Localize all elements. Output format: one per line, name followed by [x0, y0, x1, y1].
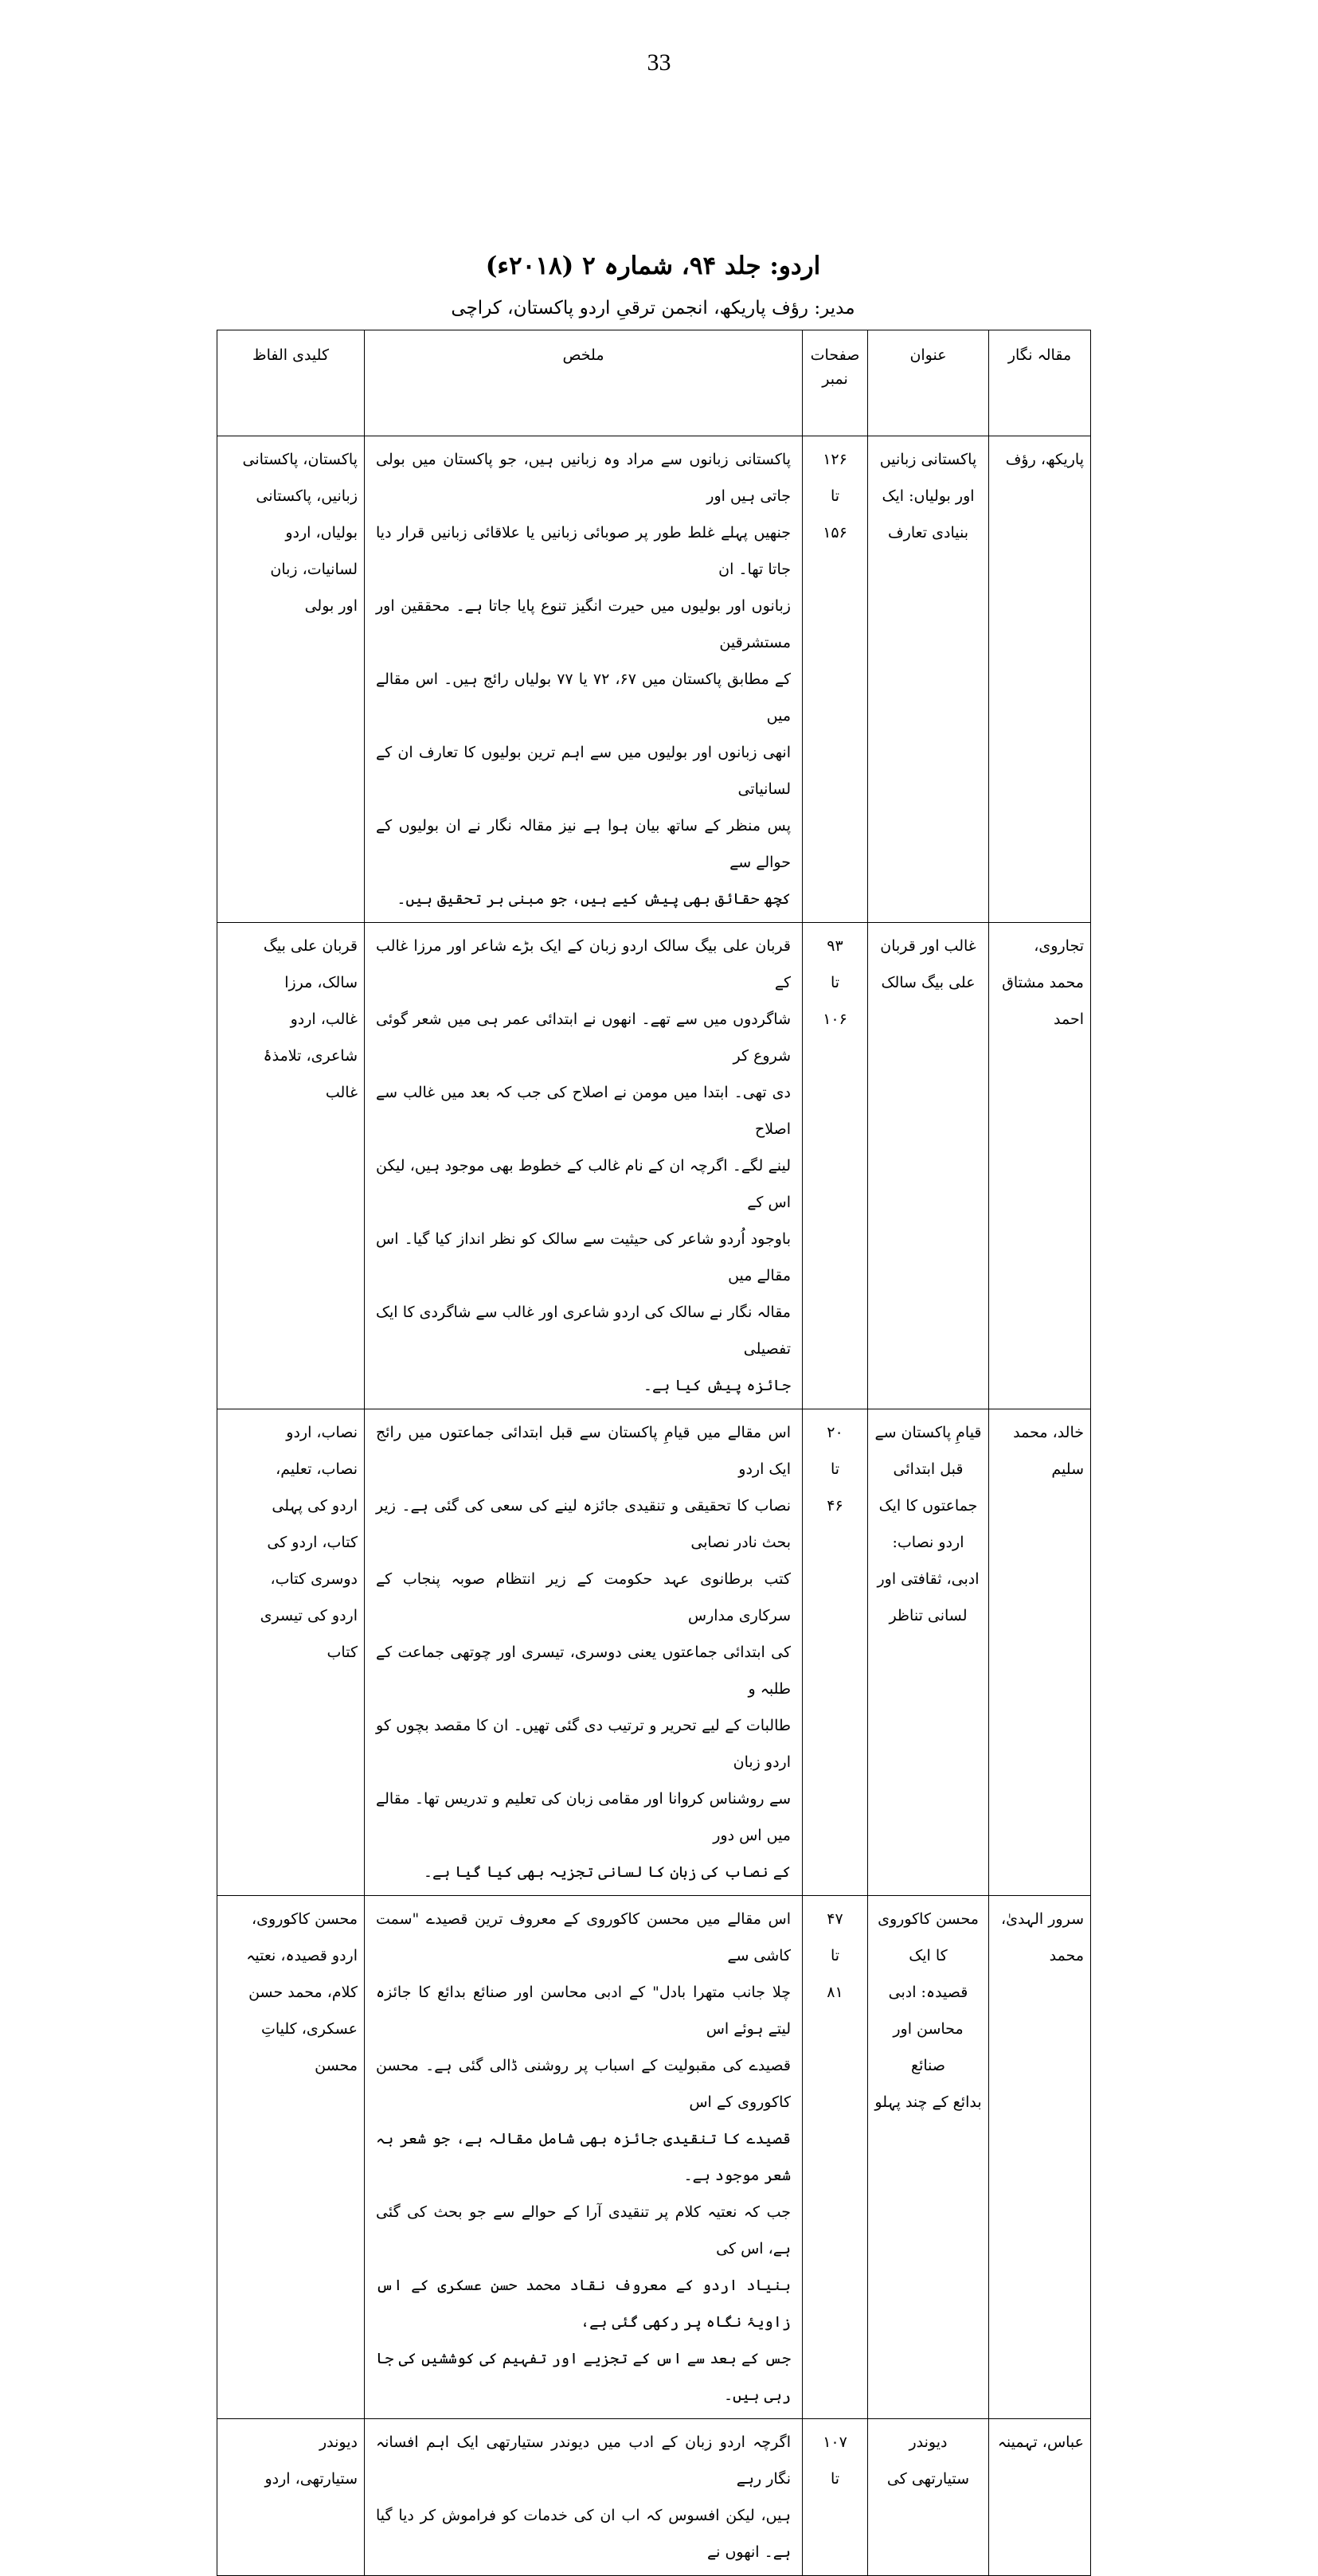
cell-summary-line: باوجود اُردو شاعر کی حیثیت سے سالک کو نظر انداز کیا گیا۔ اس مقالے میں: [376, 1230, 791, 1284]
cell-title-line: بدائع کے چند پہلو: [874, 2093, 982, 2111]
cell-pages-line: ۱۵۶: [823, 524, 847, 541]
cell-title-line: ستیارتھی کی: [886, 2470, 970, 2488]
cell-summary-line: پاکستانی زبانوں سے مراد وہ زبانیں ہیں، جو پاکستان میں بولی جاتی ہیں اور: [376, 451, 791, 505]
cell-title-line: قبل ابتدائی: [893, 1460, 964, 1478]
table-body: [217, 436, 1091, 2576]
cell-summary: [365, 1896, 803, 2419]
cell-summary-line: کتب برطانوی عہد حکومت کے زیر انتظام صوبہ پنجاب کے سرکاری مدارس: [376, 1570, 791, 1624]
cell-title: [868, 923, 989, 1409]
cell-title-line: قصیدہ: ادبی: [888, 1984, 968, 2001]
cell-title: [868, 1409, 989, 1896]
cell-keywords-line: نصاب، اردو: [286, 1424, 358, 1441]
cell-title: [868, 1896, 989, 2419]
cell-title-line: اردو نصاب:: [892, 1534, 964, 1551]
cell-keywords-line: کتاب: [327, 1644, 358, 1661]
cell-keywords-line: ستیارتھی، اردو: [264, 2470, 358, 2488]
cell-keywords: [217, 436, 365, 923]
cell-summary-line: کی ابتدائی جماعتوں یعنی دوسری، تیسری اور چوتھی جماعت کے طلبہ و: [376, 1644, 791, 1698]
cell-summary-line: کچھ حقائق بھی پیش کیے ہیں، جو مبنی بر تحقیق ہیں۔: [397, 890, 791, 908]
cell-pages-line: تا: [830, 487, 840, 505]
cell-pages-line: ۸۱: [827, 1984, 843, 2001]
table-row: [217, 1896, 1091, 2419]
cell-pages-line: ۲۰: [827, 1424, 843, 1441]
header-author: مقالہ نگار: [989, 330, 1091, 436]
cell-pages-line: ۹۳: [827, 937, 843, 955]
cell-summary-line: پس منظر کے ساتھ بیان ہوا ہے نیز مقالہ نگار نے ان بولیوں کے حوالے سے: [376, 817, 791, 871]
cell-keywords-line: عسکری، کلیاتِ: [260, 2020, 358, 2038]
cell-summary-line: چلا جانب متھرا بادل" کے ادبی محاسن اور صنائع بدائع کا جائزہ لیتے ہوئے اس: [376, 1984, 791, 2038]
cell-summary-line: دی تھی۔ ابتدا میں مومن نے اصلاح کی جب کہ بعد میں غالب سے اصلاح: [376, 1084, 791, 1138]
cell-pages-line: ۴۶: [827, 1497, 843, 1515]
cell-pages-line: ۴۷: [827, 1910, 843, 1928]
cell-title-line: کا ایک: [909, 1947, 948, 1964]
table-row: [217, 1409, 1091, 1896]
cell-pages-line: تا: [830, 2470, 840, 2488]
header-title: عنوان: [868, 330, 989, 436]
cell-title: [868, 2419, 989, 2576]
cell-pages: [803, 2419, 868, 2576]
cell-author: خالد، محمد سلیم: [989, 1409, 1091, 1896]
table-row: [217, 436, 1091, 923]
cell-summary-line: جنھیں پہلے غلط طور پر صوبائی زبانیں یا علاقائی زبانیں قرار دیا جاتا تھا۔ ان: [376, 524, 791, 578]
cell-keywords-line: محسن: [315, 2057, 358, 2074]
cell-pages: [803, 1409, 868, 1896]
cell-summary-line: قصیدے کا تنقیدی جائزہ بھی شامل مقالہ ہے، جو شعر بہ شعر موجود ہے۔: [376, 2130, 791, 2184]
header-pages: صفحات نمبر: [803, 330, 868, 436]
cell-summary-line: انھی زبانوں اور بولیوں میں سے اہم ترین بولیوں کا تعارف ان کے لسانیاتی: [376, 744, 791, 798]
cell-title-line: بنیادی تعارف: [887, 524, 969, 541]
cell-title-line: علی بیگ سالک: [881, 974, 976, 991]
cell-summary-line: اس مقالے میں محسن کاکوروی کے معروف ترین قصیدے "سمت کاشی سے: [376, 1910, 791, 1964]
cell-keywords-line: اردو کی پہلی: [272, 1497, 358, 1515]
cell-keywords-line: شاعری، تلامذۂ: [263, 1047, 358, 1065]
cell-title-line: ادبی، ثقافتی اور: [877, 1570, 980, 1588]
cell-summary-line: اس مقالے میں قیامِ پاکستان سے قبل ابتدائی جماعتوں میں رائج ایک اردو: [376, 1424, 791, 1478]
table-row: [217, 923, 1091, 1409]
cell-summary: [365, 923, 803, 1409]
editor-line: مدیر: رؤف پاریکھ، انجمن ترقیِ اردو پاکستان، کراچی: [451, 298, 855, 319]
cell-keywords-line: قربان علی بیگ: [263, 937, 358, 955]
cell-keywords-line: کتاب، اردو کی: [267, 1534, 358, 1551]
cell-keywords-line: غالب، اردو: [290, 1010, 358, 1028]
header-summary: ملخص: [365, 330, 803, 436]
cell-summary-line: جب کہ نعتیہ کلام پر تنقیدی آرا کے حوالے سے جو بحث کی گئی ہے، اس کی: [376, 2203, 791, 2257]
cell-keywords-line: محسن کاکوروی،: [252, 1910, 358, 1928]
cell-summary-line: طالبات کے لیے تحریر و ترتیب دی گئی تھیں۔ ان کا مقصد بچوں کو اردو زبان: [376, 1717, 791, 1771]
cell-keywords-line: دیوندر: [319, 2433, 358, 2451]
cell-pages-line: تا: [830, 1947, 840, 1964]
cell-summary-line: کے نصاب کی زبان کا لسانی تجزیہ بھی کیا گیا ہے۔: [423, 1863, 791, 1881]
cell-author: پاریکھ، رؤف: [989, 436, 1091, 923]
cell-title: [868, 436, 989, 923]
cell-summary-line: قربان علی بیگ سالک اردو زبان کے ایک بڑے شاعر اور مرزا غالب کے: [376, 937, 791, 991]
cell-title-line: غالب اور قربان: [880, 937, 976, 955]
cell-keywords-line: اردو قصیدہ، نعتیہ: [246, 1947, 358, 1964]
cell-keywords-line: غالب: [325, 1084, 358, 1101]
cell-title-line: پاکستانی زبانیں: [879, 451, 977, 468]
cell-pages-line: تا: [830, 1460, 840, 1478]
cell-author: تجاروی، محمد مشتاق احمد: [989, 923, 1091, 1409]
cell-keywords-line: اور بولی: [304, 597, 358, 615]
cell-pages-line: ۱۰۷: [823, 2433, 847, 2451]
cell-keywords-line: سالک، مرزا: [284, 974, 358, 991]
cell-summary-line: لینے لگے۔ اگرچہ ان کے نام غالب کے خطوط بھی موجود ہیں، لیکن اس کے: [376, 1157, 791, 1211]
articles-table: [217, 330, 1091, 2576]
cell-summary-line: ہیں، لیکن افسوس کہ اب ان کی خدمات کو فراموش کر دیا گیا ہے۔ انھوں نے: [376, 2507, 791, 2561]
cell-title-line: اور بولیاں: ایک: [882, 487, 975, 505]
cell-summary-line: جس کے بعد سے اس کے تجزیے اور تفہیم کی کوششیں کی جا رہی ہیں۔: [376, 2350, 791, 2404]
cell-summary-line: زبانوں اور بولیوں میں حیرت انگیز تنوع پایا جاتا ہے۔ محققین اور مستشرقین: [376, 597, 791, 651]
cell-summary: [365, 436, 803, 923]
cell-pages: [803, 923, 868, 1409]
cell-title-line: لسانی تناظر: [889, 1607, 968, 1624]
journal-title: اردو: جلد ۹۴، شمارہ ۲ (۲۰۱۸ء): [485, 252, 821, 280]
cell-summary: [365, 1409, 803, 1896]
cell-pages-line: تا: [830, 974, 840, 991]
cell-author: سرور الہدیٰ، محمد: [989, 1896, 1091, 2419]
cell-pages: [803, 1896, 868, 2419]
cell-title-line: محاسن اور صنائع: [893, 2020, 964, 2074]
cell-keywords: [217, 923, 365, 1409]
cell-keywords: [217, 1409, 365, 1896]
cell-keywords: [217, 1896, 365, 2419]
table-header-row: [217, 330, 1091, 436]
cell-pages: [803, 436, 868, 923]
cell-title-line: جماعتوں کا ایک: [878, 1497, 978, 1515]
cell-summary-line: شاگردوں میں سے تھے۔ انھوں نے ابتدائی عمر ہی میں شعر گوئی شروع کر: [376, 1010, 791, 1065]
cell-summary-line: نصاب کا تحقیقی و تنقیدی جائزہ لینے کی سعی کی گئی ہے۔ زیر بحث نادر نصابی: [376, 1497, 791, 1551]
cell-keywords-line: بولیاں، اردو: [285, 524, 358, 541]
page-number: 33: [647, 49, 671, 76]
cell-keywords-line: کلام، محمد حسن: [248, 1984, 358, 2001]
cell-keywords-line: لسانیات، زبان: [270, 561, 358, 578]
cell-keywords-line: دوسری کتاب،: [270, 1570, 358, 1588]
cell-pages-line: ۱۲۶: [823, 451, 847, 468]
table-row: [217, 2419, 1091, 2576]
cell-keywords-line: اردو کی تیسری: [260, 1607, 358, 1624]
cell-keywords: [217, 2419, 365, 2576]
cell-title-line: قیامِ پاکستان سے: [874, 1424, 982, 1441]
cell-summary-line: بنیاد اردو کے معروف نقاد محمد حسن عسکری کے اس زاویۂ نگاہ پر رکھی گئی ہے،: [376, 2277, 791, 2331]
cell-summary-line: قصیدے کی مقبولیت کے اسباب پر روشنی ڈالی گئی ہے۔ محسن کاکوروی کے اس: [376, 2057, 791, 2111]
cell-summary-line: جائزہ پیش کیا ہے۔: [643, 1377, 791, 1394]
cell-summary-line: سے روشناس کروانا اور مقامی زبان کی تعلیم و تدریس تھا۔ مقالے میں اس دور: [376, 1790, 791, 1844]
cell-keywords-line: پاکستان، پاکستانی: [242, 451, 358, 468]
cell-keywords-line: نصاب، تعلیم،: [276, 1460, 358, 1478]
cell-summary-line: کے مطابق پاکستان میں ۶۷، ۷۲ یا ۷۷ بولیاں رائج ہیں۔ اس مقالے میں: [376, 670, 792, 725]
header-keywords: کلیدی الفاظ: [217, 330, 365, 436]
cell-keywords-line: زبانیں، پاکستانی: [256, 487, 358, 505]
cell-summary-line: اگرچہ اردو زبان کے ادب میں دیوندر ستیارتھی ایک اہم افسانہ نگار رہے: [376, 2433, 791, 2488]
cell-author: عباس، تہمینہ: [989, 2419, 1091, 2576]
cell-title-line: محسن کاکوروی: [878, 1910, 979, 1928]
cell-title-line: دیوندر: [909, 2433, 948, 2451]
cell-summary: [365, 2419, 803, 2576]
cell-pages-line: ۱۰۶: [823, 1010, 847, 1028]
cell-summary-line: مقالہ نگار نے سالک کی اردو شاعری اور غالب سے شاگردی کا ایک تفصیلی: [376, 1304, 791, 1358]
